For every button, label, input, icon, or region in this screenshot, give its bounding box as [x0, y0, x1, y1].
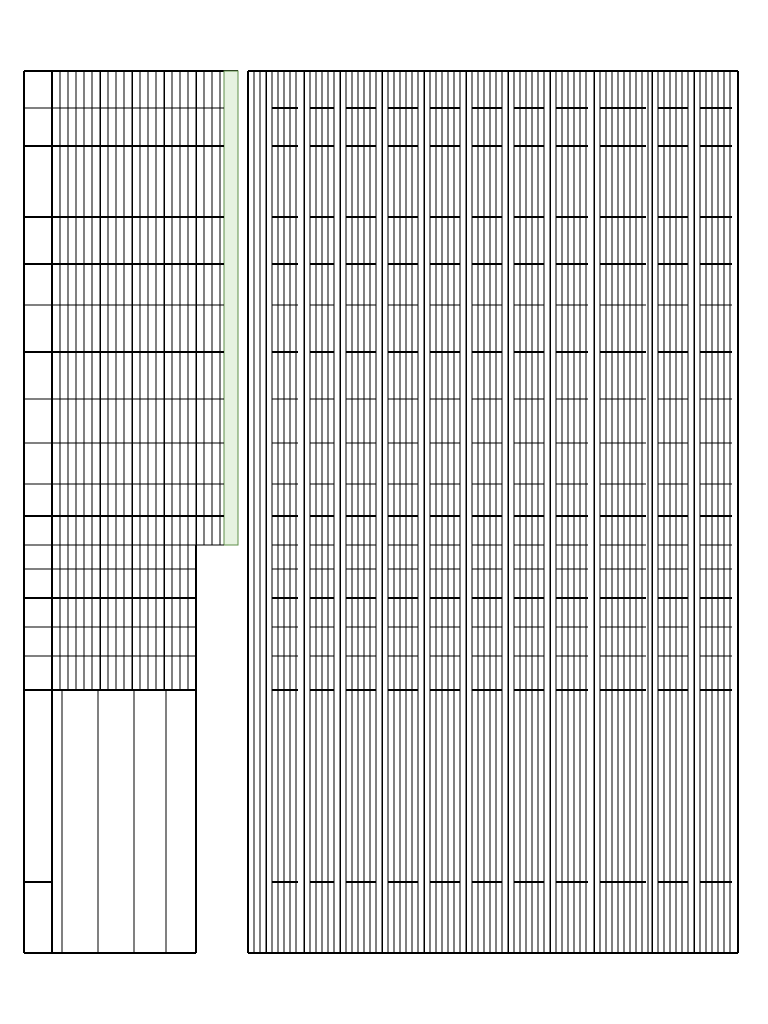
highlight-column	[224, 71, 238, 545]
right-panel	[248, 71, 738, 953]
left-panel	[24, 71, 238, 953]
